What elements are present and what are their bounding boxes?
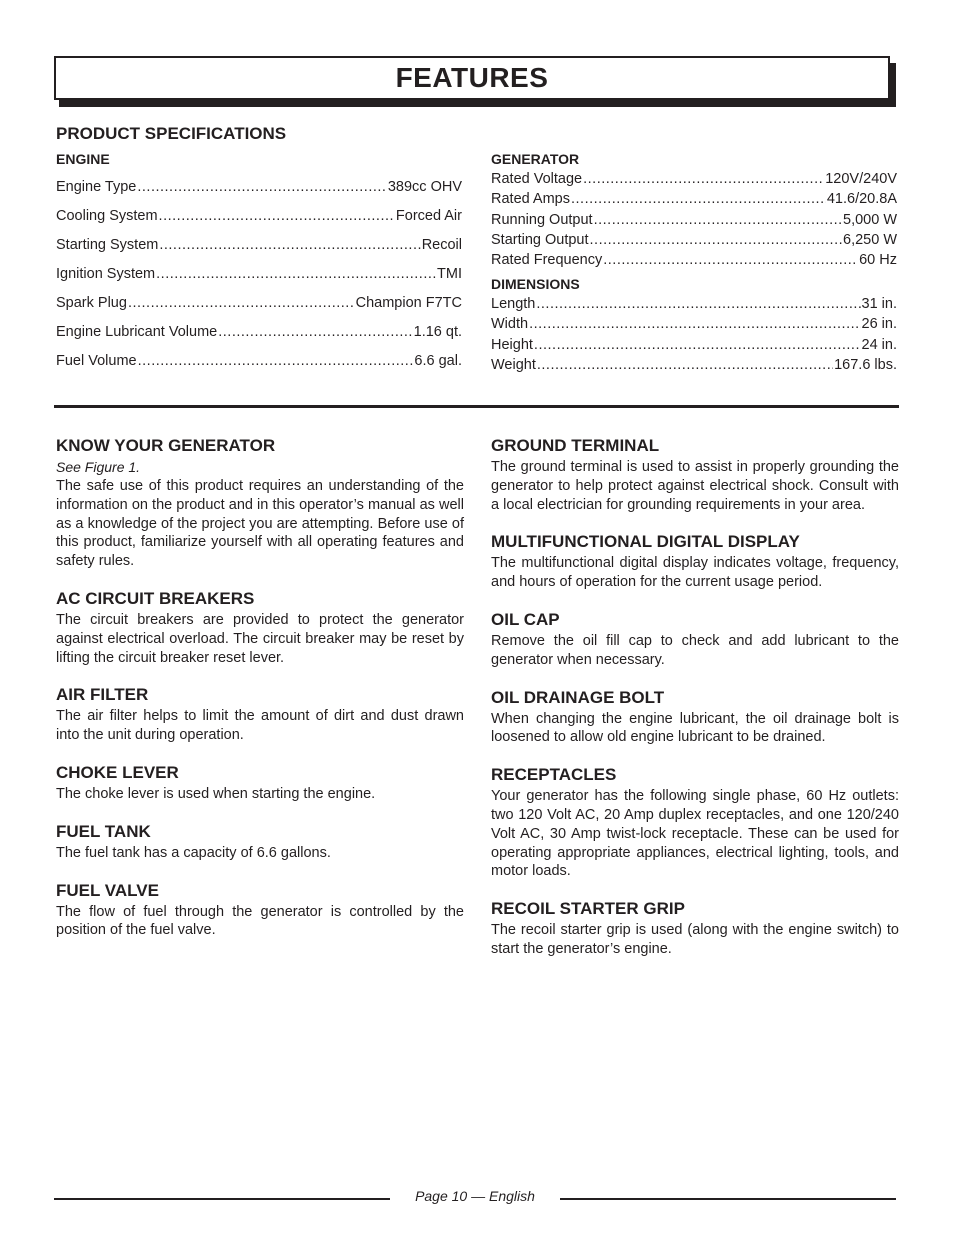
spec-label: Rated Frequency [491, 252, 603, 269]
feature-section [56, 879, 464, 941]
title-banner [54, 56, 890, 100]
features-right-column [491, 434, 899, 975]
spec-row [491, 191, 897, 211]
feature-section [491, 897, 899, 959]
spec-value: Recoil [421, 237, 462, 253]
dot-leader [534, 337, 861, 353]
spec-label: Cooling System [56, 208, 158, 224]
dot-leader [537, 357, 833, 373]
spec-row [491, 337, 897, 357]
spec-label: Rated Amps [491, 191, 570, 208]
feature-description: Remove the oil fill cap to check and add lubricant to the generator when necessary. [491, 632, 899, 668]
spec-label: Height [491, 336, 533, 353]
spec-label: Starting System [56, 237, 159, 253]
feature-heading: MULTIFUNCTIONAL DIGITAL DISPLAY [491, 532, 800, 552]
feature-heading: KNOW YOUR GENERATOR [56, 436, 276, 455]
feature-description: The fuel tank has a capacity of 6.6 gallons. [56, 844, 331, 861]
spec-value: TMI [437, 266, 462, 282]
spec-value: 5,000 W [843, 211, 897, 228]
dot-leader [159, 208, 395, 224]
spec-row [491, 212, 897, 232]
feature-section [491, 434, 899, 514]
dot-leader [536, 296, 860, 312]
dot-leader [603, 252, 858, 268]
feature-description: The safe use of this product requires an understanding of the information on the product and in this operator’s manual as well as a knowledge of the project you are attempting. Before use of this product, familiarize yourself with all operating features and safety rules. [56, 478, 464, 570]
feature-description: The circuit breakers are provided to protect the generator against electrical overload. The circuit breaker may be reset by lifting the circuit breaker reset lever. [56, 611, 464, 666]
dimensions-rows [491, 296, 897, 377]
generator-specs [491, 151, 897, 272]
feature-heading: RECOIL STARTER GRIP [491, 899, 685, 919]
spec-label: Width [491, 316, 529, 333]
spec-value: 6,250 W [843, 231, 897, 248]
feature-description: The flow of fuel through the generator is controlled by the position of the fuel valve. [56, 903, 464, 939]
spec-label: Fuel Volume [56, 353, 137, 369]
spec-row [491, 171, 897, 191]
spec-label: Engine Type [56, 179, 137, 195]
spec-value: Forced Air [395, 208, 462, 224]
spec-row [491, 232, 897, 252]
dot-leader [138, 353, 414, 369]
feature-description: The recoil starter grip is used (along with the engine switch) to start the generator’s engine. [491, 922, 899, 957]
feature-description: The ground terminal is used to assist in properly grounding the generator to help protect against electrical shock. Consult with a local electrician for grounding requirements in your area. [491, 459, 899, 513]
dot-leader [529, 316, 860, 332]
features-left-column [56, 434, 464, 956]
feature-heading: AC CIRCUIT BREAKERS [56, 588, 255, 608]
feature-heading: RECEPTACLES [491, 765, 617, 785]
spec-row [56, 347, 462, 376]
spec-label: Engine Lubricant Volume [56, 324, 218, 340]
feature-section [56, 761, 464, 804]
spec-label: Rated Voltage [491, 171, 583, 187]
spec-label: Weight [491, 356, 536, 373]
spec-row [56, 173, 462, 202]
spec-row [491, 316, 897, 336]
dot-leader [137, 179, 386, 195]
section-divider [54, 405, 899, 408]
spec-value: 60 Hz [859, 252, 897, 269]
spec-value: 120V/240V [825, 171, 897, 187]
spec-row [56, 289, 462, 318]
dot-leader [128, 295, 355, 311]
spec-value: 41.6/20.8A [826, 191, 897, 208]
feature-section [491, 763, 899, 881]
spec-label: Spark Plug [56, 295, 127, 311]
spec-value: 24 in. [861, 336, 897, 353]
feature-section [56, 587, 464, 667]
feature-description: The choke lever is used when starting the engine. [56, 785, 376, 802]
feature-heading: FUEL VALVE [56, 880, 159, 900]
feature-section [56, 683, 464, 745]
spec-row [491, 357, 897, 377]
spec-value: 167.6 lbs. [834, 356, 897, 373]
dot-leader [590, 232, 842, 248]
feature-section [491, 530, 899, 592]
feature-description: When changing the engine lubricant, the oil drainage bolt is loosened to allow old engine lubricant to be drained. [491, 710, 899, 746]
spec-row [491, 252, 897, 272]
engine-rows [56, 173, 462, 376]
feature-heading: OIL DRAINAGE BOLT [491, 687, 665, 707]
engine-label: ENGINE [56, 151, 110, 167]
page-title: FEATURES [395, 62, 549, 93]
feature-section [491, 686, 899, 748]
spec-row [56, 231, 462, 260]
dot-leader [583, 171, 824, 187]
dot-leader [156, 266, 436, 282]
spec-label: Length [491, 296, 536, 312]
generator-label: GENERATOR [491, 151, 580, 167]
engine-specs [56, 151, 462, 376]
page-footer: Page 10 — English [415, 1188, 535, 1204]
spec-value: Champion F7TC [355, 295, 462, 311]
generator-rows [491, 171, 897, 272]
feature-section [56, 434, 464, 571]
feature-heading: OIL CAP [491, 609, 560, 629]
dot-leader [594, 212, 842, 228]
figure-reference: See Figure 1. [56, 459, 141, 475]
feature-heading: GROUND TERMINAL [491, 436, 660, 455]
spec-row [56, 260, 462, 289]
spec-value: 1.16 qt. [413, 324, 462, 340]
spec-value: 31 in. [861, 296, 897, 312]
feature-section [56, 820, 464, 863]
spec-row [56, 318, 462, 347]
dimensions-specs [491, 276, 897, 377]
spec-label: Ignition System [56, 266, 156, 282]
spec-value: 6.6 gal. [414, 353, 462, 369]
spec-label: Starting Output [491, 231, 589, 248]
feature-section [491, 608, 899, 670]
footer-rule-left [54, 1198, 390, 1200]
specs-heading: PRODUCT SPECIFICATIONS [56, 124, 287, 143]
dot-leader [159, 237, 420, 253]
spec-row [491, 296, 897, 316]
feature-description: Your generator has the following single phase, 60 Hz outlets: two 120 Volt AC, 20 Amp duplex receptacles, and one 120/240 Volt AC, 30 Amp twist-lock receptacle. These can be used for operating appropriate appliances, electrical lighting, tools, and motor loads. [491, 788, 899, 880]
feature-description: The air filter helps to limit the amount of dirt and dust drawn into the unit during operation. [56, 708, 464, 744]
spec-label: Running Output [491, 211, 593, 228]
feature-heading: FUEL TANK [56, 821, 151, 841]
feature-description: The multifunctional digital display indicates voltage, frequency, and hours of operation for the current usage period. [491, 555, 899, 591]
spec-value: 26 in. [861, 316, 897, 333]
feature-heading: AIR FILTER [56, 685, 149, 705]
spec-row [56, 202, 462, 231]
spec-value: 389cc OHV [387, 179, 462, 195]
dot-leader [218, 324, 412, 340]
dot-leader [571, 191, 826, 207]
feature-heading: CHOKE LEVER [56, 762, 179, 782]
dimensions-label: DIMENSIONS [491, 276, 580, 292]
footer-rule-right [560, 1198, 896, 1200]
